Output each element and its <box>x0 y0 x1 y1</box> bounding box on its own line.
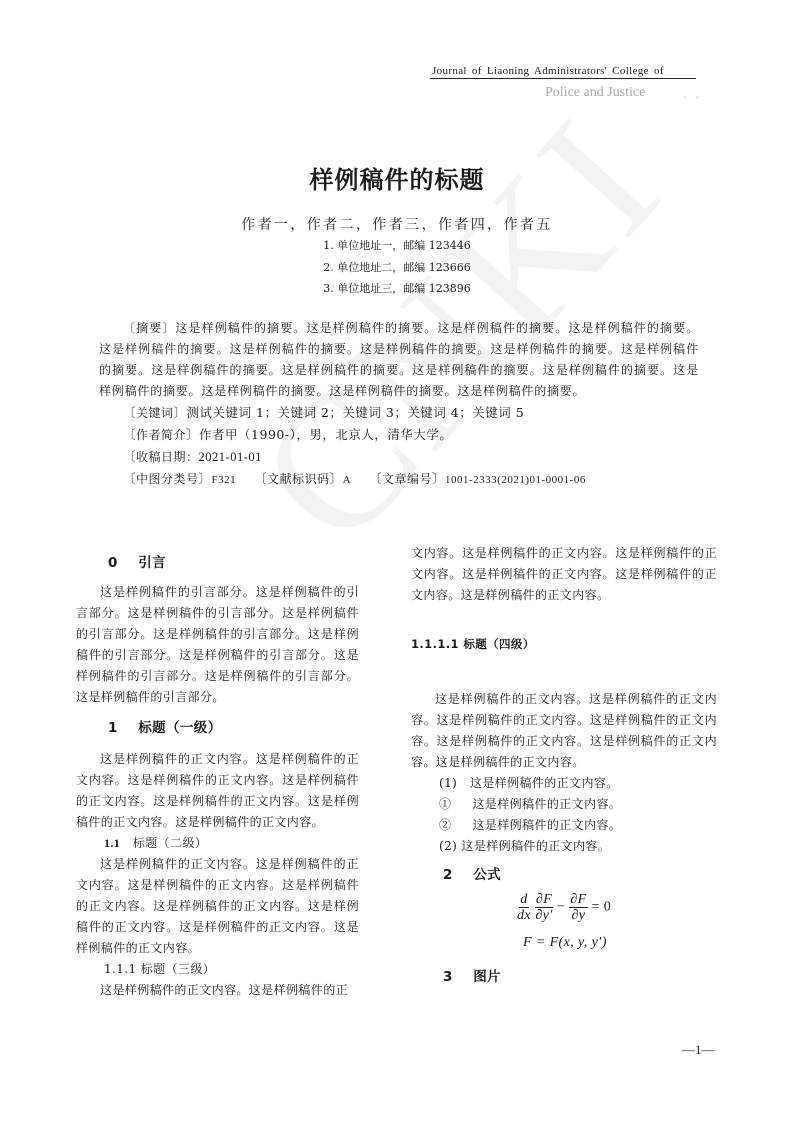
journal-name-line1: Journal of Liaoning Administrators' College of <box>432 65 664 77</box>
list-item-1: (1) 这是样例稿件的正文内容。 <box>439 776 619 790</box>
abstract-block <box>99 318 699 491</box>
received-value: 2021-01-01 <box>198 450 262 464</box>
page-number: —1— <box>682 1042 715 1057</box>
received-date: 〔收稿日期：2021-01-01 <box>123 449 262 464</box>
doc-code-value: A <box>342 474 352 486</box>
heading-section-1-1: 1.1 标题（二级） <box>104 836 208 850</box>
header-rule <box>430 78 696 79</box>
article-no-value: 1001-2333(2021)01-0001-06 <box>445 474 586 486</box>
author-intro-label: 作者简介 <box>136 428 187 442</box>
author-intro-text: 作者甲（1990-），男，北京人，清华大学。 <box>199 427 453 442</box>
keywords-text: 测试关键词 1；关键词 2；关键词 3；关键词 4；关键词 5 <box>186 405 525 420</box>
keywords: 〔关键词〕测试关键词 1；关键词 2；关键词 3；关键词 4；关键词 5 <box>123 405 525 420</box>
abstract-text: 这是样例稿件的摘要。这是样例稿件的摘要。这是样例稿件的摘要。这是样例稿件的摘要。这是样例稿件的摘要。这是样例稿件的摘要。这是样例稿件的摘要。这是样例稿件的摘要。这是样例稿件的摘要。这是样例稿件的摘要。这是样例稿件的摘要。这是样例稿件的摘要。这是样例稿件的摘要。这是样例稿件的摘要。这是样例稿件的摘要。这是样例稿件的摘要。这是样例稿件的摘要。 <box>99 321 699 398</box>
header-dots: . . <box>683 86 702 101</box>
formula-euler-lagrange: $\frac{d}{dx}$ $\frac{\partial F}{\partial y'}$ − $\frac{\partial F}{\partial y}$ = 0 <box>517 892 612 923</box>
classification-line: 〔中图分类号〕F321 〔文献标识码〕A 〔文章编号〕1001-2333(2021)01-0001-06 <box>123 471 586 486</box>
section-1-1-1-1-paragraph: 这是样例稿件的正文内容。这是样例稿件的正文内容。这是样例稿件的正文内容。这是样例稿件的正文内容。这是样例稿件的正文内容。这是样例稿件的正文内容。这是样例稿件的正文内容。 <box>411 692 717 769</box>
list-item-3: ② 这是样例稿件的正文内容。 <box>439 818 622 832</box>
abstract-label: 摘要 <box>136 321 163 335</box>
affiliation-2: 2. 单位地址二，邮编 123666 <box>323 261 471 274</box>
continued-paragraph: 文内容。这是样例稿件的正文内容。这是样例稿件的正文内容。这是样例稿件的正文内容。这是样例稿件的正文内容。这是样例稿件的正文内容。 <box>411 546 717 602</box>
list-item-2: ① 这是样例稿件的正文内容。 <box>439 797 622 811</box>
clc-value: F321 <box>211 474 237 486</box>
section-1-1-1-paragraph: 这是样例稿件的正文内容。这是样例稿件的正 <box>100 983 349 997</box>
affiliation-3: 3. 单位地址三，邮编 123896 <box>323 282 471 295</box>
intro-paragraph: 这是样例稿件的引言部分。这是样例稿件的引言部分。这是样例稿件的引言部分。这是样例稿件的引言部分。这是样例稿件的引言部分。这是样例稿件的引言部分。这是样例稿件的引言部分。这是样例稿件的引言部分。这是样例稿件的引言部分。这是样例稿件的引言部分。 <box>76 585 359 704</box>
doc-code-label: 文献标识码 <box>267 472 330 486</box>
heading-section-3: 3 图片 <box>443 969 502 985</box>
clc-label: 中图分类号 <box>136 472 199 486</box>
journal-name-line2: Police and Justice <box>545 85 646 100</box>
heading-section-1-1-1-1: 1.1.1.1 标题（四级） <box>411 637 535 651</box>
left-column <box>76 553 359 1001</box>
author-intro: 〔作者简介〕作者甲（1990-），男，北京人，清华大学。 <box>123 427 453 442</box>
section-1-paragraph: 这是样例稿件的正文内容。这是样例稿件的正文内容。这是样例稿件的正文内容。这是样例稿件的正文内容。这是样例稿件的正文内容。这是样例稿件的正文内容。这是样例稿件的正文内容。 <box>76 752 359 829</box>
article-no-label: 文章编号 <box>381 472 432 486</box>
affiliation-1: 1. 单位地址一，邮编 123446 <box>323 239 471 252</box>
list-item-4: (2) 这是样例稿件的正文内容。 <box>439 839 611 853</box>
right-column <box>411 543 717 988</box>
received-label: 收稿日期： <box>136 450 199 464</box>
heading-section-1: 1 标题（一级） <box>108 720 222 736</box>
heading-section-1-1-1: 1.1.1 标题（三级） <box>104 962 216 976</box>
heading-section-0: 0 引言 <box>108 555 167 571</box>
paper-title: 样例稿件的标题 <box>309 166 485 194</box>
author-list: 作者一，作者二，作者三，作者四，作者五 <box>241 217 553 233</box>
keywords-label: 关键词 <box>136 406 174 420</box>
heading-section-2: 2 公式 <box>443 867 502 883</box>
formula-f-definition: F = F(x, y, y′) <box>523 935 607 950</box>
abstract: 〔摘要〕这是样例稿件的摘要。这是样例稿件的摘要。这是样例稿件的摘要。这是样例稿件的摘要。这是样例稿件的摘要。这是样例稿件的摘要。这是样例稿件的摘要。这是样例稿件的摘要。这是样例稿件的摘要。这是样例稿件的摘要。这是样例稿件的摘要。这是样例稿件的摘要。这是样例稿件的摘要。这是样例稿件的摘要。这是样例稿件的摘要。这是样例稿件的摘要。这是样例稿件的摘要。 <box>99 321 699 398</box>
section-1-1-paragraph: 这是样例稿件的正文内容。这是样例稿件的正文内容。这是样例稿件的正文内容。这是样例稿件的正文内容。这是样例稿件的正文内容。这是样例稿件的正文内容。这是样例稿件的正文内容。这是样例稿件的正文内容。 <box>76 857 359 955</box>
